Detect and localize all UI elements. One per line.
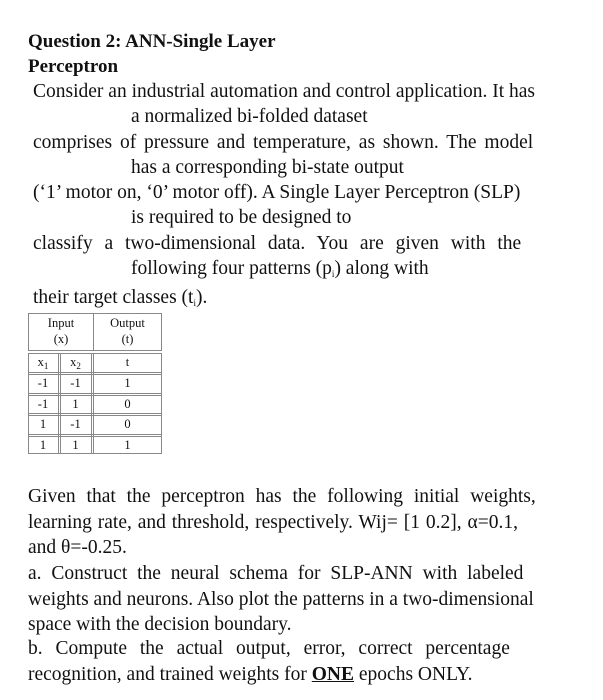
- row-divider: [28, 413, 162, 414]
- given-line-2: learning rate, and threshold, respectively. Wij= [1 0.2], α=0.1,: [28, 511, 518, 533]
- table-cell-x2: 1: [72, 397, 79, 411]
- part-b-line-2a: recognition, and trained weights for: [28, 663, 307, 685]
- output-header-line1: Output: [110, 316, 145, 330]
- col-x2-sub: 2: [76, 361, 81, 371]
- row-divider: [28, 374, 162, 375]
- part-a-line-3: space with the decision boundary.: [28, 614, 292, 635]
- intro-line-8b: ) along with: [334, 258, 429, 279]
- table-cell-x2: -1: [70, 376, 81, 390]
- part-b-line-2c: epochs ONLY.: [358, 663, 473, 685]
- table-cell-x1: -1: [37, 376, 49, 390]
- part-a-line-2: weights and neurons. Also plot the patterns in a two-dimensional: [28, 588, 534, 610]
- row-divider: [28, 393, 162, 394]
- given-text-1: Given that the perceptron has the following initial weights,: [28, 486, 536, 507]
- given-paragraph: [28, 484, 595, 561]
- table-cell-t: 1: [124, 438, 131, 452]
- part-a-line-1: a. Construct the neural schema for SLP-ANN with labeled: [28, 563, 524, 584]
- intro-line-2: a normalized bi-folded dataset: [131, 106, 368, 127]
- intro-line-1-text: [33, 80, 595, 104]
- intro-line-9: [33, 286, 207, 310]
- intro-line-8-sub: i: [331, 269, 335, 279]
- part-b-emphasis-one: ONE: [311, 663, 355, 685]
- intro-line-7: classify a two-dimensional data. You are given with the: [33, 233, 522, 254]
- intro-line-8: [131, 257, 429, 281]
- intro-text-1: Consider an industrial automation and control application. It has: [33, 81, 536, 102]
- output-header-line2: (t): [121, 332, 134, 346]
- table-cell-t: 1: [124, 376, 131, 390]
- intro-line-3: comprises of pressure and temperature, as shown. The model: [33, 132, 534, 153]
- table-cell-t: 0: [124, 397, 131, 411]
- col-divider: [91, 353, 92, 454]
- intro-line-9b: ).: [195, 287, 208, 308]
- given-line-1: [28, 484, 595, 510]
- row-divider: [28, 395, 162, 396]
- col-x1-header: [28, 355, 58, 370]
- col-x1-label: x: [37, 355, 44, 369]
- intro-line-5: (‘1’ motor on, ‘0’ motor off). A Single Layer Perceptron (SLP): [33, 182, 521, 203]
- part-b-paragraph: [28, 636, 595, 687]
- table-cell-x2: -1: [70, 417, 81, 431]
- table-cell-x1: -1: [37, 397, 49, 411]
- table-cell-x1: 1: [39, 438, 47, 452]
- intro-line-6: is required to be designed to: [131, 207, 352, 228]
- table-cell-x1: 1: [39, 417, 47, 431]
- part-b-line-1: b. Compute the actual output, error, correct percentage: [28, 638, 510, 659]
- intro-line-1: [33, 80, 595, 104]
- intro-line-9a: their target classes (t: [33, 287, 194, 308]
- col-x2-label: x: [70, 355, 77, 369]
- intro-line-4: has a corresponding bi-state output: [131, 157, 404, 178]
- question-title-line2: Perceptron: [28, 56, 119, 77]
- given-line-3: and θ=-0.25.: [28, 537, 127, 558]
- col-x2-header: [60, 355, 91, 370]
- col-divider: [58, 353, 59, 454]
- col-x1-sub: 1: [43, 361, 49, 371]
- part-b-line-2: [28, 662, 595, 688]
- row-divider: [28, 434, 162, 435]
- table-cell-x2: 1: [72, 438, 79, 452]
- row-divider: [28, 372, 162, 373]
- question-title-line1: Question 2: ANN-Single Layer: [28, 31, 276, 52]
- intro-line-9-sub: i: [193, 298, 196, 308]
- col-t-header: t: [125, 355, 130, 369]
- row-divider: [28, 415, 162, 416]
- table-cell-t: 0: [124, 417, 131, 431]
- input-header-line2: (x): [53, 332, 69, 346]
- part-a-paragraph: [28, 561, 595, 638]
- row-divider: [28, 436, 162, 437]
- input-header-line1: Input: [47, 316, 75, 330]
- intro-line-8a: following four patterns (p: [131, 258, 332, 279]
